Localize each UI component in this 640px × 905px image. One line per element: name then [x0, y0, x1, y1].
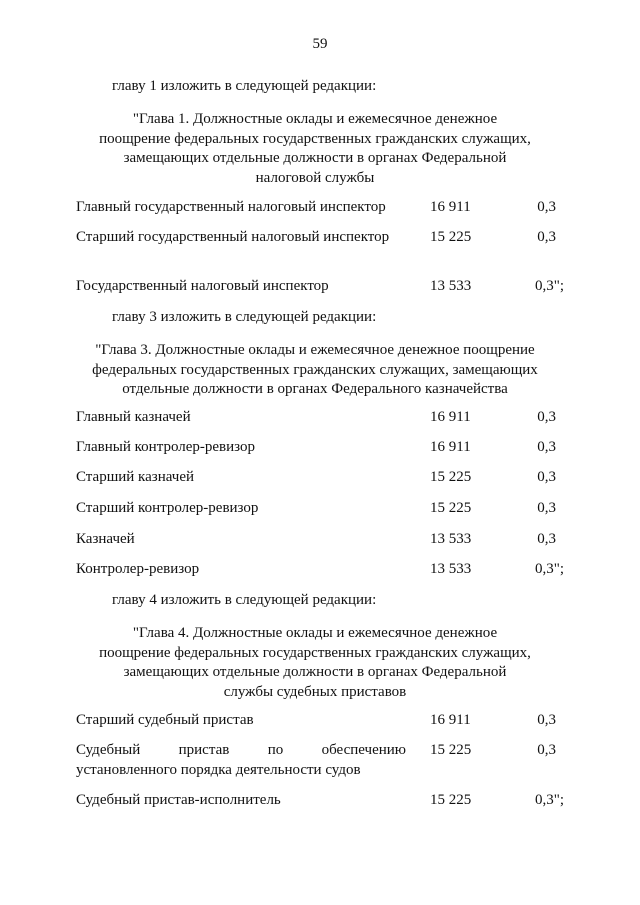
heading-line: налоговой службы [255, 169, 375, 186]
instruction-chapter-1: главу 1 изложить в следующей редакции: [112, 78, 377, 94]
salary-value: 15 225 [430, 500, 472, 516]
coefficient-value: 0,3 [537, 712, 556, 728]
position-title: Главный контролер-ревизор [76, 439, 255, 455]
position-title: Государственный налоговый инспектор [76, 278, 329, 294]
coefficient-value: 0,3 [537, 409, 556, 425]
position-title: Главный казначей [76, 409, 191, 425]
coefficient-value: 0,3 [537, 199, 556, 215]
position-title: Старший государственный налоговый инспектор [76, 229, 390, 245]
coefficient-value: 0,3 [537, 531, 556, 547]
heading-line: службы судебных приставов [223, 683, 407, 700]
salary-value: 16 911 [430, 409, 471, 425]
heading-line: "Глава 1. Должностные оклады и ежемесячное денежное [132, 111, 498, 127]
heading-line: поощрение федеральных государственных гражданских служащих, [99, 130, 531, 147]
position-title: Старший казначей [76, 469, 195, 485]
instruction-chapter-4: главу 4 изложить в следующей редакции: [112, 592, 377, 608]
table-row [76, 228, 556, 268]
heading-line: федеральных государственных гражданских служащих, замещающих [92, 361, 538, 378]
coefficient-value: 0,3"; [534, 278, 564, 294]
coefficient-value: 0,3 [537, 469, 556, 485]
salary-value: 16 911 [430, 712, 471, 728]
salary-value: 16 911 [430, 439, 471, 455]
table-row [76, 741, 556, 781]
coefficient-value: 0,3 [537, 742, 556, 758]
heading-line: поощрение федеральных государственных гражданских служащих, [99, 644, 531, 661]
salary-value: 13 533 [430, 278, 472, 294]
salary-value: 15 225 [430, 742, 472, 758]
heading-line: замещающих отдельные должности в органах Федеральной [123, 150, 507, 166]
heading-line: отдельные должности в органах Федерального казначейства [122, 381, 508, 397]
coefficient-value: 0,3 [537, 439, 556, 455]
position-title: Судебный пристав-исполнитель [76, 792, 281, 808]
position-title: Казначей [76, 531, 135, 547]
heading-line: замещающих отдельные должности в органах Федеральной [123, 664, 507, 680]
position-title: Старший контролер-ревизор [76, 500, 259, 516]
salary-value: 13 533 [430, 561, 472, 577]
position-title: Старший судебный пристав [76, 712, 254, 728]
chapter-1-heading [70, 110, 560, 188]
coefficient-value: 0,3 [537, 229, 556, 245]
position-title: Контролер-ревизор [76, 561, 200, 577]
table-row [76, 791, 564, 831]
page-number: 59 [312, 36, 328, 52]
chapter-3-heading [70, 341, 560, 400]
salary-value: 15 225 [430, 229, 472, 245]
salary-value: 15 225 [430, 469, 472, 485]
heading-line: "Глава 4. Должностные оклады и ежемесячное денежное [132, 625, 498, 641]
position-title: Судебный пристав по обеспечению установленного порядка деятельности судов [76, 742, 406, 778]
salary-value: 15 225 [430, 792, 472, 808]
salary-value: 16 911 [430, 199, 471, 215]
chapter-4-heading [70, 624, 560, 702]
coefficient-value: 0,3 [537, 500, 556, 516]
heading-line: "Глава 3. Должностные оклады и ежемесячное денежное поощрение [95, 342, 535, 358]
position-title: Главный государственный налоговый инспектор [76, 199, 386, 215]
coefficient-value: 0,3"; [534, 561, 564, 577]
coefficient-value: 0,3"; [534, 792, 564, 808]
instruction-chapter-3: главу 3 изложить в следующей редакции: [112, 309, 377, 325]
salary-value: 13 533 [430, 531, 472, 547]
